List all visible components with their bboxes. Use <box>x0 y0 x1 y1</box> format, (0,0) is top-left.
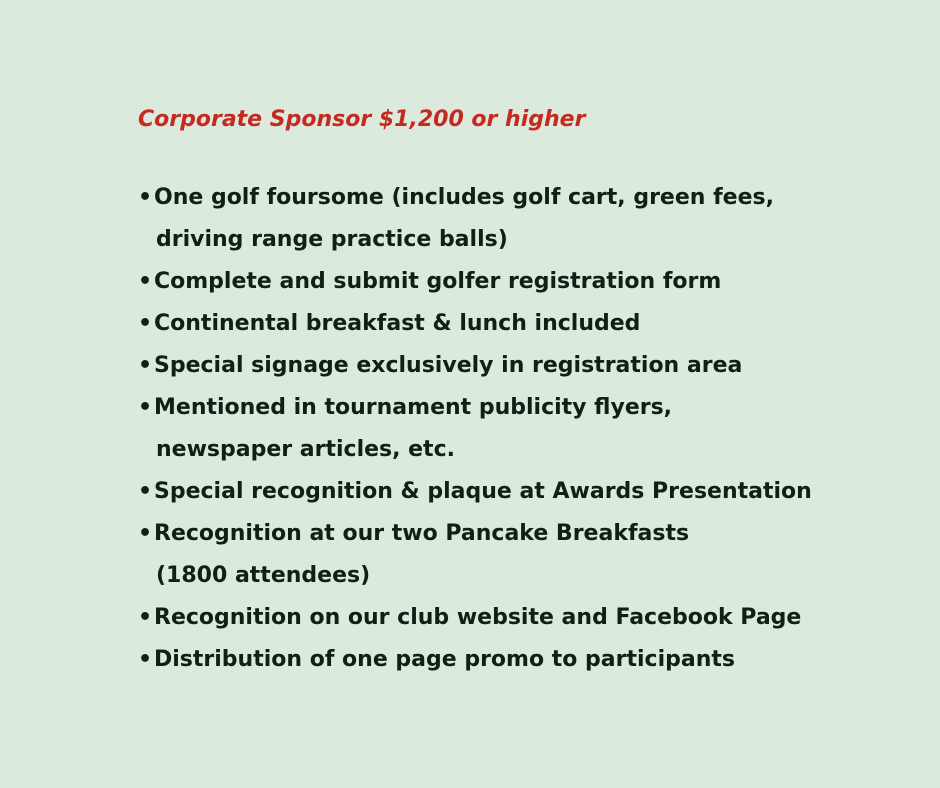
benefit-text: Continental breakfast & lunch included <box>154 311 641 336</box>
bullet-icon: • <box>138 605 153 630</box>
bullet-icon: • <box>138 311 153 336</box>
bullet-icon: • <box>138 269 153 294</box>
benefits-list <box>138 177 838 681</box>
bullet-icon: • <box>138 521 153 546</box>
bullet-icon: • <box>138 479 153 504</box>
benefit-text: Special signage exclusively in registration area <box>154 353 743 378</box>
benefit-text: Special recognition & plaque at Awards Presentation <box>154 479 812 504</box>
benefit-text: Mentioned in tournament publicity flyers, <box>154 395 673 420</box>
bullet-icon: • <box>138 647 153 672</box>
bullet-icon: • <box>138 185 153 210</box>
benefit-item <box>138 387 838 471</box>
benefit-item <box>138 513 838 597</box>
benefit-text: Recognition on our club website and Facebook Page <box>154 605 802 630</box>
benefit-item <box>138 345 838 387</box>
benefit-item <box>138 303 838 345</box>
benefit-text-continued: driving range practice balls) <box>156 227 508 252</box>
benefit-item <box>138 261 838 303</box>
benefit-item <box>138 639 838 681</box>
bullet-icon: • <box>138 353 153 378</box>
sponsor-title: Corporate Sponsor $1,200 or higher <box>138 107 586 132</box>
bullet-icon: • <box>138 395 153 420</box>
benefit-item <box>138 597 838 639</box>
benefit-item <box>138 177 838 261</box>
benefit-text-continued: newspaper articles, etc. <box>156 437 455 462</box>
benefit-text: Distribution of one page promo to participants <box>154 647 735 672</box>
benefit-text-continued: (1800 attendees) <box>156 563 371 588</box>
benefit-text: One golf foursome (includes golf cart, green fees, <box>154 185 774 210</box>
benefit-item <box>138 471 838 513</box>
benefit-text: Recognition at our two Pancake Breakfasts <box>154 521 690 546</box>
benefit-text: Complete and submit golfer registration form <box>154 269 722 294</box>
sponsor-card <box>138 104 838 681</box>
